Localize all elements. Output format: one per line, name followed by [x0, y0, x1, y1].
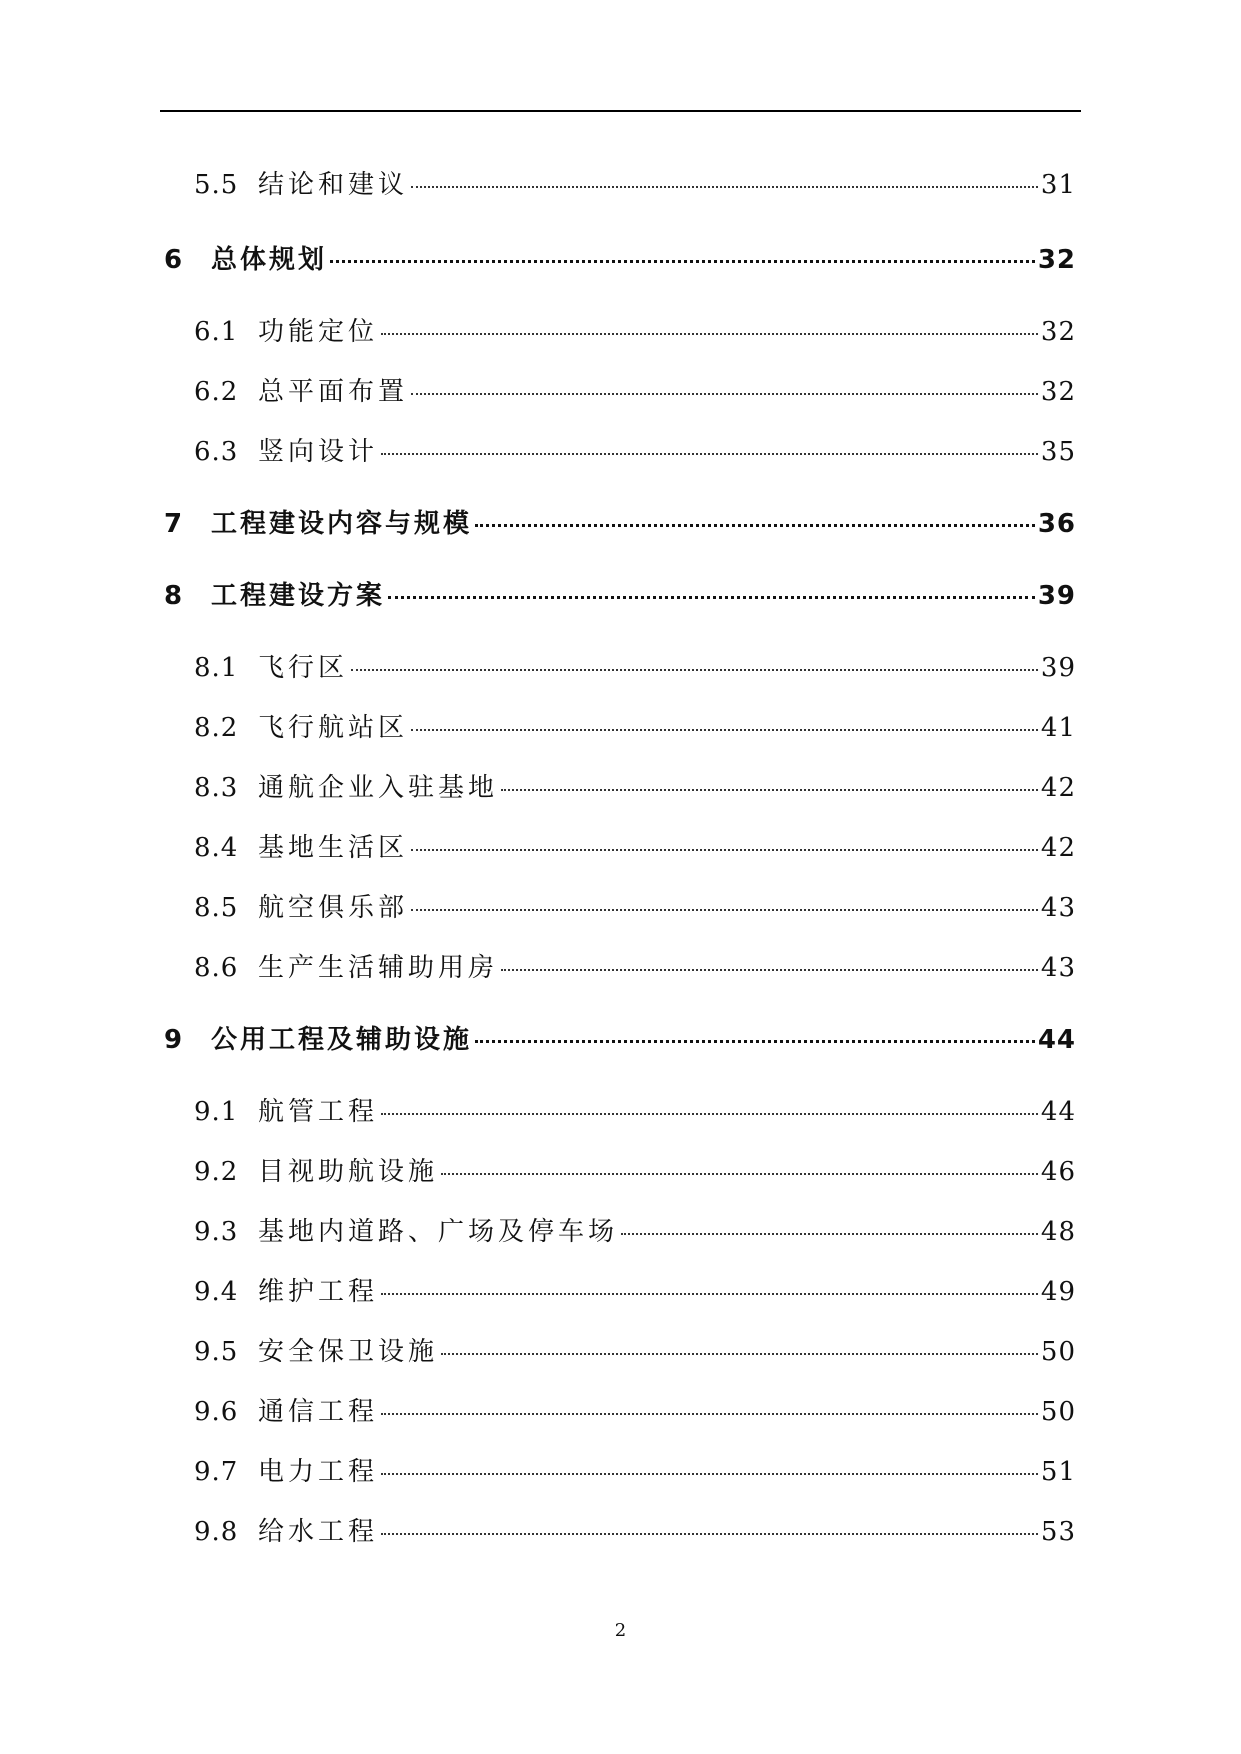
toc-entry-page: 50: [1040, 1337, 1076, 1367]
toc-entry-number: 8.3: [194, 773, 239, 803]
dot-leader: [381, 1473, 1038, 1475]
dot-leader: [621, 1233, 1038, 1235]
toc-entry-number: 8.1: [194, 653, 239, 683]
dot-leader: [351, 669, 1038, 671]
dot-leader: [381, 1413, 1038, 1415]
toc-entry-number: 7: [164, 509, 183, 539]
toc-entry-number: 6.3: [194, 437, 239, 467]
toc-entry-7[interactable]: [164, 503, 1076, 540]
toc-entry-9-8[interactable]: [194, 1511, 1076, 1548]
toc-entry-number: 9.7: [194, 1457, 239, 1487]
toc-entry-number: 9.5: [194, 1337, 239, 1367]
toc-entry-8-4[interactable]: [194, 827, 1076, 864]
toc-entry-title: 飞行航站区: [258, 713, 409, 743]
toc-entry-9-7[interactable]: [194, 1451, 1076, 1488]
dot-leader: [411, 186, 1038, 188]
toc-entry-8-1[interactable]: [194, 647, 1076, 684]
toc-entry-5-5[interactable]: [194, 164, 1076, 201]
toc-entry-title: 生产生活辅助用房: [258, 953, 499, 983]
toc-entry-8-2[interactable]: [194, 707, 1076, 744]
toc-entry-title: 工程建设内容与规模: [211, 509, 473, 539]
toc-entry-page: 35: [1040, 437, 1076, 467]
toc-entry-number: 9.6: [194, 1397, 239, 1427]
toc-entry-page: 43: [1040, 893, 1076, 923]
toc-entry-page: 32: [1040, 377, 1076, 407]
toc-entry-8[interactable]: [164, 575, 1076, 612]
dot-leader: [475, 524, 1035, 527]
dot-leader: [381, 1293, 1038, 1295]
toc-entry-9-6[interactable]: [194, 1391, 1076, 1428]
toc-entry-number: 8.2: [194, 713, 239, 743]
dot-leader: [381, 1533, 1038, 1535]
toc-entry-page: 31: [1040, 170, 1076, 200]
toc-entry-9-2[interactable]: [194, 1151, 1076, 1188]
dot-leader: [501, 969, 1038, 971]
toc-entry-title: 总平面布置: [258, 377, 409, 407]
toc-entry-title: 竖向设计: [258, 437, 379, 467]
toc-entry-number: 6: [164, 245, 183, 275]
toc-entry-number: 6.2: [194, 377, 239, 407]
header-rule: [160, 110, 1081, 112]
toc-entry-number: 8.4: [194, 833, 239, 863]
dot-leader: [411, 393, 1038, 395]
toc-entry-6-3[interactable]: [194, 431, 1076, 468]
toc-entry-9-4[interactable]: [194, 1271, 1076, 1308]
toc-entry-page: 32: [1037, 245, 1076, 275]
toc-entry-title: 功能定位: [258, 317, 379, 347]
toc-entry-9[interactable]: [164, 1019, 1076, 1056]
toc-entry-title: 结论和建议: [258, 170, 409, 200]
toc-entry-title: 通航企业入驻基地: [258, 773, 499, 803]
toc-entry-title: 工程建设方案: [211, 581, 386, 611]
toc-entry-page: 39: [1040, 653, 1076, 683]
footer-page-number: 2: [614, 1620, 627, 1641]
dot-leader: [381, 1113, 1038, 1115]
toc-entry-9-1[interactable]: [194, 1091, 1076, 1128]
toc-entry-title: 航空俱乐部: [258, 893, 409, 923]
dot-leader: [441, 1173, 1038, 1175]
toc-entry-page: 48: [1040, 1217, 1076, 1247]
toc-entry-page: 44: [1037, 1025, 1076, 1055]
toc-entry-page: 49: [1040, 1277, 1076, 1307]
dot-leader: [501, 789, 1038, 791]
dot-leader: [381, 453, 1038, 455]
toc-entry-number: 8: [164, 581, 183, 611]
toc-entry-number: 5.5: [194, 170, 239, 200]
dot-leader: [381, 333, 1038, 335]
toc-entry-page: 53: [1040, 1517, 1076, 1547]
dot-leader: [411, 849, 1038, 851]
toc-entry-number: 9.3: [194, 1217, 239, 1247]
toc-entry-title: 公用工程及辅助设施: [211, 1025, 473, 1055]
dot-leader: [411, 729, 1038, 731]
toc-entry-number: 6.1: [194, 317, 239, 347]
toc-entry-number: 9.1: [194, 1097, 239, 1127]
dot-leader: [388, 596, 1035, 599]
toc-entry-page: 50: [1040, 1397, 1076, 1427]
dot-leader: [441, 1353, 1038, 1355]
toc-entry-title: 电力工程: [258, 1457, 379, 1487]
toc-entry-page: 44: [1040, 1097, 1076, 1127]
toc-entry-number: 8.5: [194, 893, 239, 923]
toc-entry-6-2[interactable]: [194, 371, 1076, 408]
toc-entry-page: 51: [1040, 1457, 1076, 1487]
toc-entry-number: 9.8: [194, 1517, 239, 1547]
toc-entry-title: 维护工程: [258, 1277, 379, 1307]
toc-entry-title: 航管工程: [258, 1097, 379, 1127]
toc-entry-title: 总体规划: [211, 245, 328, 275]
toc-entry-title: 安全保卫设施: [258, 1337, 439, 1367]
toc-entry-page: 43: [1040, 953, 1076, 983]
toc-entry-9-5[interactable]: [194, 1331, 1076, 1368]
toc-entry-title: 通信工程: [258, 1397, 379, 1427]
toc-entry-8-6[interactable]: [194, 947, 1076, 984]
toc-entry-page: 42: [1040, 773, 1076, 803]
toc-entry-page: 46: [1040, 1157, 1076, 1187]
dot-leader: [330, 260, 1035, 263]
toc-entry-page: 36: [1037, 509, 1076, 539]
toc-entry-9-3[interactable]: [194, 1211, 1076, 1248]
toc-entry-number: 8.6: [194, 953, 239, 983]
toc-entry-number: 9: [164, 1025, 183, 1055]
toc-entry-title: 给水工程: [258, 1517, 379, 1547]
toc-entry-8-5[interactable]: [194, 887, 1076, 924]
dot-leader: [411, 909, 1038, 911]
toc-entry-8-3[interactable]: [194, 767, 1076, 804]
toc-entry-page: 39: [1037, 581, 1076, 611]
toc-entry-number: 9.4: [194, 1277, 239, 1307]
dot-leader: [475, 1040, 1035, 1043]
toc-entry-title: 目视助航设施: [258, 1157, 439, 1187]
toc-entry-title: 基地生活区: [258, 833, 409, 863]
toc-entry-title: 基地内道路、广场及停车场: [258, 1217, 619, 1247]
toc-entry-page: 42: [1040, 833, 1076, 863]
toc-entry-6[interactable]: [164, 239, 1076, 276]
toc-entry-title: 飞行区: [258, 653, 349, 683]
toc-entry-page: 32: [1040, 317, 1076, 347]
toc-entry-page: 41: [1040, 713, 1076, 743]
toc-entry-6-1[interactable]: [194, 311, 1076, 348]
toc-entry-number: 9.2: [194, 1157, 239, 1187]
